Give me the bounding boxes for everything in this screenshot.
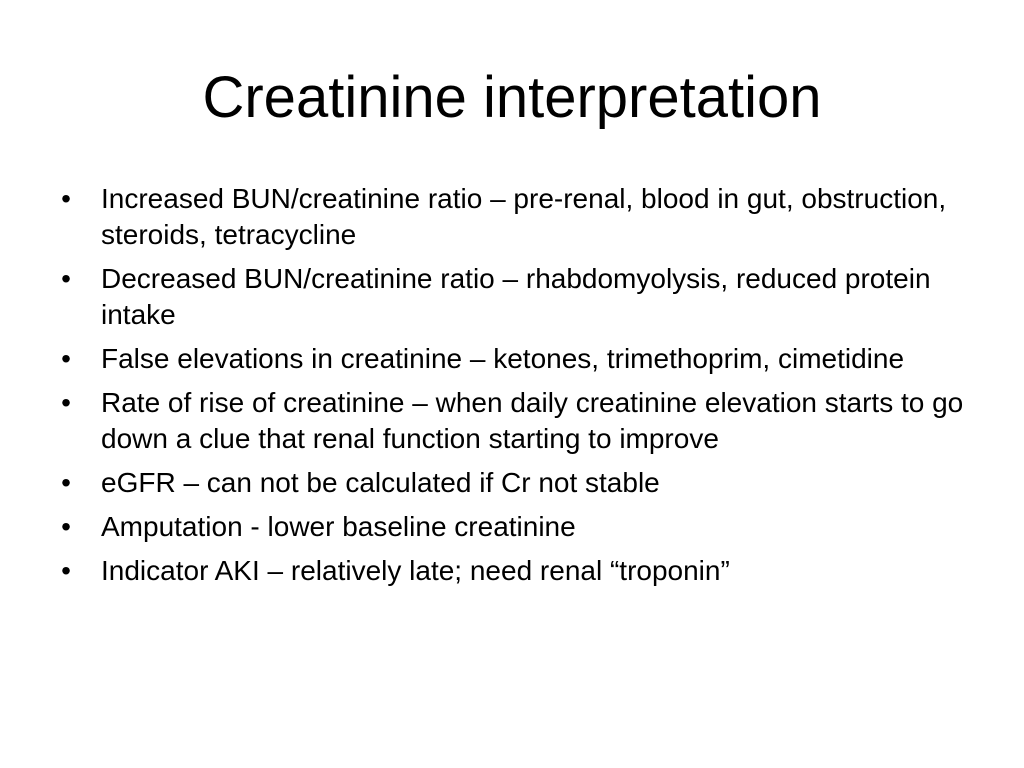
bullet-text: eGFR – can not be calculated if Cr not stable	[101, 467, 660, 498]
bullet-item	[56, 341, 976, 377]
bullet-text: False elevations in creatinine – ketones, trimethoprim, cimetidine	[101, 343, 905, 374]
bullet-item	[56, 385, 976, 457]
bullet-dot-icon: •	[61, 387, 71, 418]
bullet-text: Amputation - lower baseline creatinine	[101, 511, 576, 542]
bullet-text: Rate of rise of creatinine – when daily creatinine elevation starts to go down a clue that renal function starting to improve	[101, 387, 964, 454]
bullet-text: Increased BUN/creatinine ratio – pre-renal, blood in gut, obstruction, steroids, tetracycline	[101, 183, 947, 250]
bullet-item	[56, 553, 976, 589]
bullet-dot-icon: •	[61, 343, 71, 374]
bullet-text: Decreased BUN/creatinine ratio – rhabdomyolysis, reduced protein intake	[101, 263, 931, 330]
bullet-dot-icon: •	[61, 263, 71, 294]
bullet-item	[56, 509, 976, 545]
bullet-dot-icon: •	[61, 511, 71, 542]
bullet-dot-icon: •	[61, 183, 71, 214]
bullet-dot-icon: •	[61, 467, 71, 498]
bullet-item	[56, 261, 976, 333]
bullet-text: Indicator AKI – relatively late; need renal “troponin”	[101, 555, 730, 586]
bullet-item	[56, 465, 976, 501]
bullet-item	[56, 181, 976, 253]
bullet-list	[56, 181, 976, 597]
bullet-dot-icon: •	[61, 555, 71, 586]
slide-title: Creatinine interpretation	[202, 65, 822, 130]
